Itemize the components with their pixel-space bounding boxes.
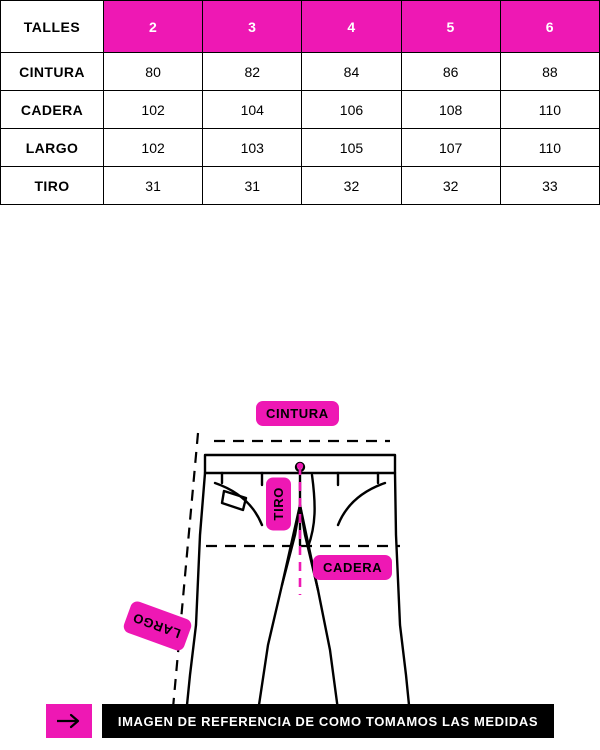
table-col-size-4: 4 [302,1,401,53]
arrow-right-icon-box [46,704,92,738]
table-body [1,53,600,205]
cell-tiro-6: 33 [500,167,599,205]
table-col-size-6: 6 [500,1,599,53]
table-row [1,129,600,167]
cell-cadera-2: 102 [104,91,203,129]
fly-curve [308,475,315,547]
row-label-tiro: TIRO [1,167,104,205]
cell-cintura-5: 86 [401,53,500,91]
tag-largo-label: LARGO [130,610,183,642]
footer-caption-bar [0,692,600,750]
cell-cadera-3: 104 [203,91,302,129]
cell-cintura-4: 84 [302,53,401,91]
table-col-size-5: 5 [401,1,500,53]
coin-pocket [222,491,246,510]
tiro-anchor-dot [297,463,303,469]
tag-cintura: CINTURA [256,401,339,426]
cell-largo-5: 107 [401,129,500,167]
arrow-right-icon [56,713,82,729]
row-label-cadera: CADERA [1,91,104,129]
table-row [1,53,600,91]
jeans-illustration [0,205,600,705]
cell-tiro-3: 31 [203,167,302,205]
table-row [1,167,600,205]
table-header [1,1,600,53]
cell-cadera-5: 108 [401,91,500,129]
cell-cintura-6: 88 [500,53,599,91]
size-chart-table [0,0,600,205]
cell-largo-4: 105 [302,129,401,167]
jeans-body-outline [178,473,418,705]
row-label-largo: LARGO [1,129,104,167]
table-corner-label: TALLES [1,1,104,53]
table-col-size-2: 2 [104,1,203,53]
cell-cintura-3: 82 [203,53,302,91]
cell-tiro-4: 32 [302,167,401,205]
cell-largo-3: 103 [203,129,302,167]
table-col-size-3: 3 [203,1,302,53]
cell-largo-6: 110 [500,129,599,167]
tag-tiro: TIRO [266,477,291,530]
footer-caption: IMAGEN DE REFERENCIA DE COMO TOMAMOS LAS MEDIDAS [102,704,554,738]
table-header-row [1,1,600,53]
row-label-cintura: CINTURA [1,53,104,91]
table-row [1,91,600,129]
cell-tiro-2: 31 [104,167,203,205]
tag-cadera: CADERA [313,555,392,580]
cell-tiro-5: 32 [401,167,500,205]
cell-cadera-4: 106 [302,91,401,129]
jeans-measurement-diagram [0,205,600,705]
cell-cadera-6: 110 [500,91,599,129]
cell-cintura-2: 80 [104,53,203,91]
cell-largo-2: 102 [104,129,203,167]
pocket-right [338,483,385,525]
